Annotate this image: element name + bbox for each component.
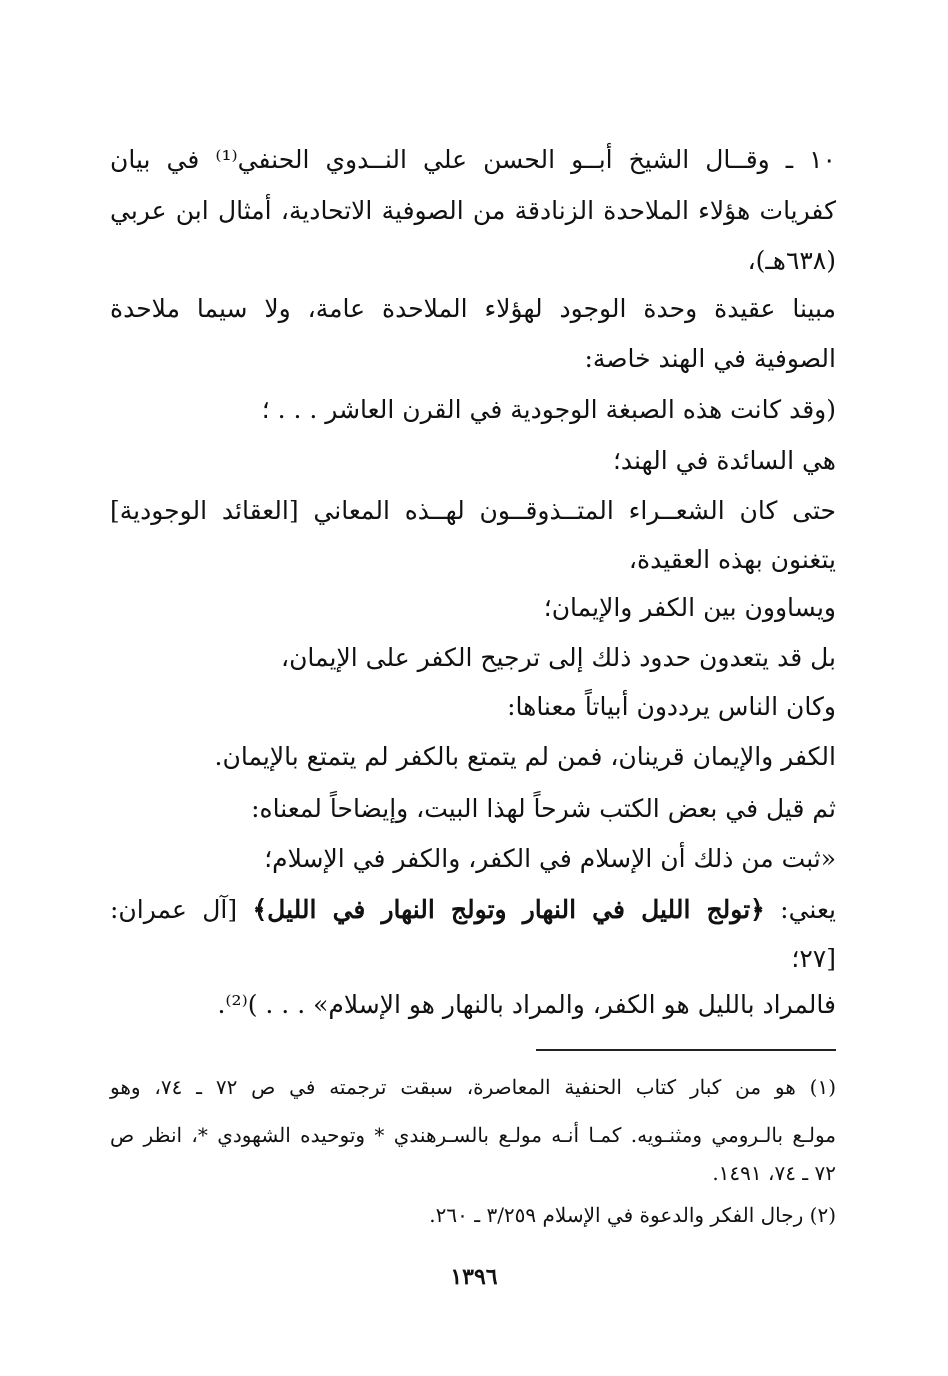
body-line-11: بل قد يتعدون حدود ذلك إلى ترجيح الكفر على الإيمان،	[281, 643, 836, 672]
body-line-3: (٦٣٨هـ)،	[747, 246, 836, 275]
quran-verse: ﴿تولج الليل في النهار وتولج النهار في الليل﴾	[252, 895, 765, 924]
footnote-separator	[536, 1049, 836, 1051]
body-line-8: حتى كان الشعــراء المتــذوقــون لهــذه المعاني [العقائد الوجودية]	[110, 496, 836, 525]
quran-citation-line	[110, 893, 836, 927]
body-line-13: الكفر والإيمان قرينان، فمن لم يتمتع بالكفر لم يتمتع بالإيمان.	[214, 742, 836, 771]
body-line-9: يتغنون بهذه العقيدة،	[628, 545, 836, 574]
body-line-14: ثم قيل في بعض الكتب شرحاً لهذا البيت، وإيضاحاً لمعناه:	[251, 794, 836, 823]
body-line-16: [٢٧؛	[791, 944, 836, 973]
body-line-12: وكان الناس يرددون أبياتاً معناها:	[507, 692, 836, 721]
footnote-1-line-1: (١) هو من كبار كتاب الحنفية المعاصرة، سبقت ترجمته في ص ٧٢ ـ ٧٤، وهو	[110, 1075, 836, 1099]
body-line-15: «ثبت من ذلك أن الإسلام في الكفر، والكفر في الإسلام؛	[264, 844, 836, 873]
page-number: ١٣٩٦	[450, 1264, 498, 1290]
body-line-2: كفريات هؤلاء الملاحدة الزنادقة من الصوفية الاتحادية، أمثال ابن عربي	[110, 196, 836, 225]
footnote-1-line-3: ٧٢ ـ ٧٤، ١٤٩١.	[712, 1161, 836, 1185]
quran-prefix: يعني:	[764, 895, 836, 924]
body-line-5: الصوفية في الهند خاصة:	[584, 344, 836, 373]
footnote-1-line-2: مولـع بالـرومي ومثنـويه. كمـا أنـه مولـع بالسـرهندي * وتوحيده الشهودي *، انظر ص	[110, 1123, 836, 1147]
body-line-4: مبينا عقيدة وحدة الوجود لهؤلاء الملاحدة عامة، ولا سيما ملاحدة	[110, 294, 836, 323]
quran-reference: [آل عمران:	[110, 895, 253, 924]
body-line-10: ويساوون بين الكفر والإيمان؛	[543, 593, 836, 622]
footnote-2: (٢) رجال الفكر والدعوة في الإسلام ٣/٢٥٩ ـ ٢٦٠.	[429, 1203, 836, 1227]
body-line-17: فالمراد بالليل هو الكفر، والمراد بالنهار هو الإسلام» . . . )⁽²⁾.	[217, 990, 836, 1019]
body-line-1: ١٠ ـ وقــال الشيخ أبــو الحسن علي النــدوي الحنفي⁽¹⁾ في بيان	[110, 145, 836, 174]
body-line-6: (وقد كانت هذه الصبغة الوجودية في القرن العاشر . . . ؛	[261, 395, 836, 424]
body-line-7: هي السائدة في الهند؛	[612, 446, 836, 475]
